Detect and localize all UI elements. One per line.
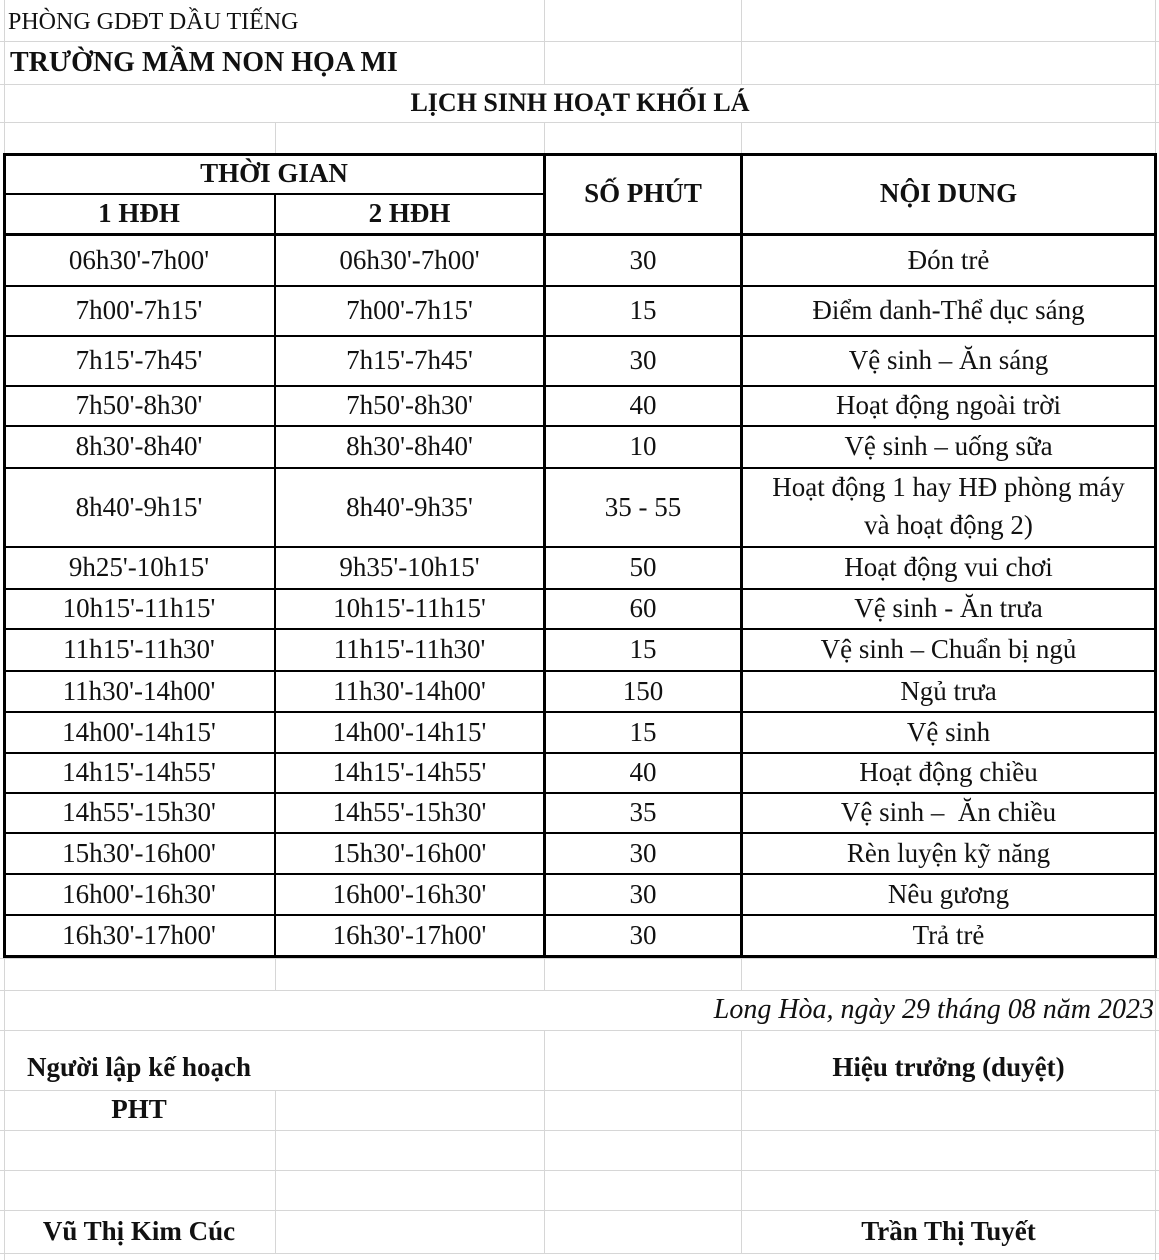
table-cell-time2: 11h15'-11h30'	[333, 634, 486, 665]
gridline	[275, 122, 276, 155]
table-cell-time1: 7h50'-8h30'	[75, 390, 203, 421]
table-cell-content: Vệ sinh	[906, 716, 991, 747]
table-cell-time1: 7h00'-7h15'	[75, 295, 203, 326]
table-cell-minutes: 15	[629, 295, 657, 326]
table-cell-time1: 14h00'-14h15'	[62, 716, 216, 747]
gridline	[544, 957, 545, 990]
gridline	[0, 1253, 1159, 1254]
table-cell-time1: 06h30'-7h00'	[68, 244, 210, 275]
table-cell-time2: 7h50'-8h30'	[346, 390, 473, 421]
table-cell-minutes: 35 - 55	[604, 491, 682, 522]
gridline	[741, 957, 742, 990]
gridline	[741, 122, 742, 155]
table-cell-time1: 10h15'-11h15'	[62, 593, 216, 624]
gridline	[741, 1030, 742, 1253]
table-cell-content: Hoạt động vui chơi	[844, 552, 1053, 583]
table-cell-content: Hoạt động ngoài trời	[836, 390, 1061, 421]
gridline	[0, 1210, 1159, 1211]
gridline	[544, 1030, 545, 1253]
table-border	[1154, 153, 1157, 958]
table-cell-content: Điểm danh-Thể dục sáng	[812, 295, 1085, 326]
school-name: TRƯỜNG MẦM NON HỌA MI	[10, 46, 398, 78]
table-cell-content-line1: Hoạt động 1 hay HĐ phòng máy	[772, 472, 1125, 503]
table-cell-content: Vệ sinh - Ăn trưa	[854, 593, 1043, 624]
table-cell-minutes: 60	[629, 593, 657, 624]
gridline	[0, 122, 1159, 123]
header-time-group: THỜI GIAN	[200, 158, 348, 189]
table-cell-time1: 7h15'-7h45'	[75, 345, 203, 376]
table-cell-time2: 11h30'-14h00'	[333, 675, 486, 706]
table-cell-content: Vệ sinh – Chuẩn bị ngủ	[820, 634, 1077, 665]
table-cell-minutes: 150	[622, 675, 664, 706]
table-cell-time2: 15h30'-16h00'	[332, 837, 487, 868]
gridline	[544, 122, 545, 155]
table-cell-minutes: 30	[629, 244, 657, 275]
gridline	[544, 0, 545, 84]
table-border	[4, 955, 1156, 958]
table-cell-content: Rèn luyện kỹ năng	[846, 837, 1051, 868]
table-cell-content-line2: và hoạt động 2)	[864, 510, 1033, 541]
table-cell-content: Vệ sinh – uống sữa	[844, 431, 1053, 462]
table-cell-time2: 14h00'-14h15'	[332, 716, 487, 747]
gridline	[275, 957, 276, 990]
header-content: NỘI DUNG	[879, 178, 1018, 209]
table-cell-minutes: 15	[629, 634, 657, 665]
table-cell-content: Nêu gương	[887, 878, 1010, 909]
table-cell-minutes: 50	[629, 552, 657, 583]
planner-role: PHT	[111, 1094, 167, 1125]
table-cell-time2: 14h15'-14h55'	[332, 757, 487, 788]
table-cell-minutes: 35	[629, 797, 657, 828]
table-cell-content: Vệ sinh – Ăn chiều	[840, 797, 1057, 828]
table-cell-time1: 14h55'-15h30'	[62, 797, 216, 828]
table-cell-content: Hoạt động chiều	[859, 757, 1038, 788]
principal-title: Hiệu trưởng (duyệt)	[832, 1052, 1065, 1083]
gridline	[275, 1090, 276, 1253]
table-cell-time2: 8h30'-8h40'	[346, 431, 473, 462]
table-cell-time2: 9h35'-10h15'	[339, 552, 480, 583]
gridline	[0, 1030, 1159, 1031]
principal-name: Trần Thị Tuyết	[861, 1216, 1036, 1247]
table-cell-time2: 16h30'-17h00'	[332, 919, 487, 950]
table-cell-time2: 7h00'-7h15'	[346, 295, 473, 326]
table-cell-content: Ngủ trưa	[900, 675, 997, 706]
page-title: LỊCH SINH HOẠT KHỐI LÁ	[410, 87, 750, 117]
table-cell-content: Trả trẻ	[912, 919, 985, 950]
place-date: Long Hòa, ngày 29 tháng 08 năm 2023	[713, 993, 1154, 1025]
table-cell-minutes: 30	[629, 919, 657, 950]
table-cell-time2: 7h15'-7h45'	[346, 345, 473, 376]
table-cell-time1: 9h25'-10h15'	[68, 552, 210, 583]
table-cell-minutes: 10	[629, 431, 657, 462]
gridline	[0, 958, 1159, 959]
table-cell-minutes: 30	[629, 837, 657, 868]
planner-title: Người lập kế hoạch	[27, 1052, 251, 1083]
table-cell-time1: 8h30'-8h40'	[75, 431, 203, 462]
table-cell-content: Đón trẻ	[907, 244, 990, 275]
table-cell-minutes: 40	[629, 390, 657, 421]
table-cell-time1: 8h40'-9h15'	[75, 491, 203, 522]
table-cell-content: Vệ sinh – Ăn sáng	[848, 345, 1049, 376]
table-cell-time2: 06h30'-7h00'	[339, 244, 480, 275]
table-cell-minutes: 30	[629, 345, 657, 376]
table-cell-time1: 16h30'-17h00'	[62, 919, 216, 950]
gridline	[0, 41, 1159, 42]
table-cell-time2: 8h40'-9h35'	[346, 491, 473, 522]
table-cell-time2: 14h55'-15h30'	[332, 797, 487, 828]
header-minutes: SỐ PHÚT	[584, 178, 702, 209]
table-cell-time2: 16h00'-16h30'	[332, 878, 487, 909]
table-cell-time1: 15h30'-16h00'	[62, 837, 216, 868]
table-cell-time1: 16h00'-16h30'	[62, 878, 216, 909]
table-cell-time2: 10h15'-11h15'	[333, 593, 486, 624]
table-cell-minutes: 30	[629, 878, 657, 909]
table-cell-minutes: 15	[629, 716, 657, 747]
gridline	[0, 1170, 1159, 1171]
table-cell-minutes: 40	[629, 757, 657, 788]
gridline	[741, 0, 742, 84]
header-col2: 2 HĐH	[368, 198, 451, 229]
department-name: PHÒNG GDĐT DẦU TIẾNG	[8, 8, 299, 35]
table-cell-time1: 11h30'-14h00'	[62, 675, 216, 706]
planner-name: Vũ Thị Kim Cúc	[42, 1216, 236, 1247]
table-cell-time1: 11h15'-11h30'	[63, 634, 215, 665]
header-col1: 1 HĐH	[98, 198, 180, 229]
table-cell-time1: 14h15'-14h55'	[62, 757, 216, 788]
gridline	[0, 1130, 1159, 1131]
